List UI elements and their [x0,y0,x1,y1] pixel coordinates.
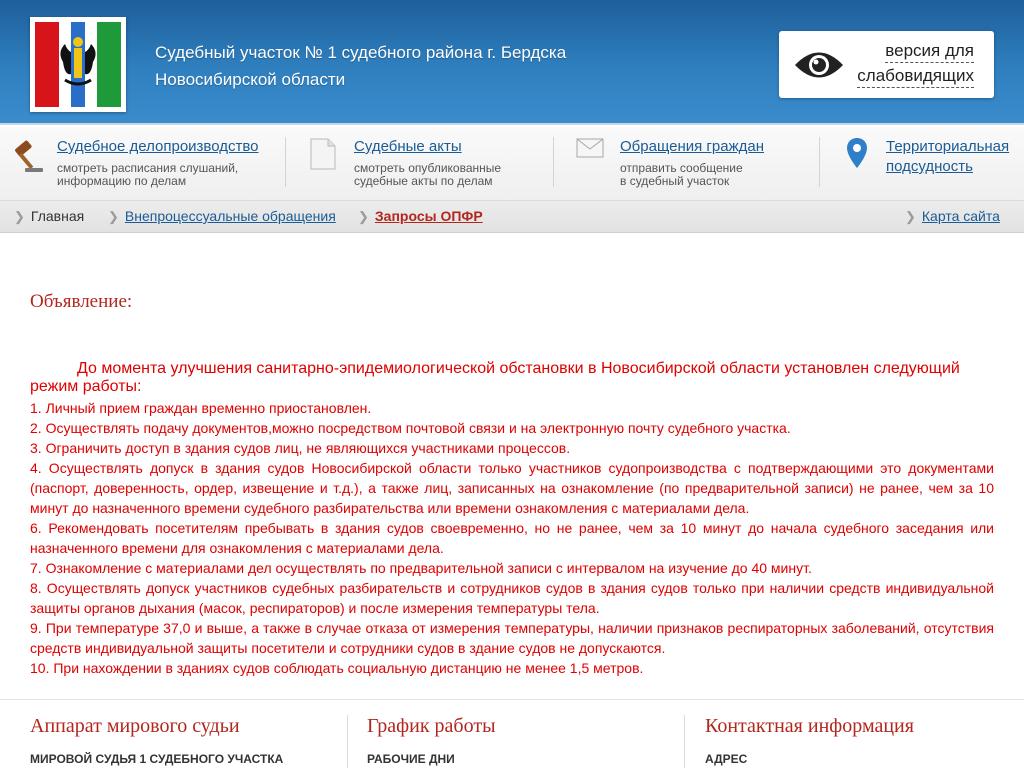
court-acts-desc-line1: смотреть опубликованные [354,161,502,175]
breadcrumb-section-link[interactable]: Внепроцессуальные обращения [124,208,336,224]
rule-item: 1. Личный прием граждан временно приостановлен. [30,400,372,416]
rule-item: 7. Ознакомление с материалами дел осуществлять по предварительной записи с интервалом на изучение до 40 минут. [30,560,812,576]
map-pin-icon [846,137,868,169]
document-icon [310,138,336,170]
rule-item: 2. Осуществлять подачу документов,можно посредством почтовой связи и на электронную почту судебного участка. [30,420,791,436]
footer-schedule-subtitle: РАБОЧИЕ ДНИ [367,752,455,766]
nav-item-jurisdiction[interactable] [820,127,1024,201]
announcement-heading: Объявление: [30,291,133,312]
citizen-appeals-link[interactable]: Обращения граждан [620,138,764,155]
sitemap-link[interactable]: Карта сайта [921,208,1000,224]
announcement-intro: До момента улучшения санитарно-эпидемиологической обстановки в Новосибирской области установлен следующий режим работы: [30,360,960,395]
nav-item-court-proceedings[interactable] [0,127,285,201]
rule-item: 4. Осуществлять допуск в здания судов Новосибирской области только участников судопроизводства с подтверждающими это документами (паспорт, доверенность, ордер, извещение и т.д.), а также лиц, записанных на ознакомление (по предварительной записи) не ранее, чем за 10 минут до назначенного времени судебного разбирательства или времени ознакомления с материалами дела. [30,460,994,516]
citizen-appeals-desc-line2: в судебный участок [620,174,730,188]
nav-item-court-acts[interactable] [286,127,553,201]
jurisdiction-link[interactable] [886,137,1009,177]
eye-icon [793,48,845,82]
nav-item-citizen-appeals[interactable] [554,127,819,201]
footer-contacts-subtitle: АДРЕС [705,752,748,766]
rule-item: 3. Ограничить доступ в здания судов лиц, не являющихся участниками процессов. [30,440,571,456]
footer-col-office [30,715,283,766]
rule-item: 6. Рекомендовать посетителям пребывать в здания судов своевременно, но не ранее, чем за 10 минут до начала судебного заседания или назначенного времени для ознакомления с материалами дела. [30,520,994,556]
breadcrumb-current[interactable] [358,208,483,225]
footer-contacts-title: Контактная информация [705,715,914,737]
court-proceedings-desc-line2: информацию по делам [57,174,187,188]
court-acts-desc [354,162,501,188]
chevron-right-icon: ❯ [358,209,369,224]
site-title-line2: Новосибирской области [155,70,346,89]
rule-item: 8. Осуществлять допуск участников судебных разбирательств и сотрудников судов в здания судов только при наличии средств индивидуальной защиты органов дыхания (масок, респираторов) и после измерения температуры тела. [30,580,994,616]
footer-divider [684,715,685,768]
rule-item: 10. При нахождении в зданиях судов соблюдать социальную дистанцию не менее 1,5 метров. [30,660,644,676]
breadcrumb-home-link[interactable]: Главная [30,208,85,224]
jurisdiction-link-line2: подсудность [886,158,973,175]
footer-col-contacts [705,715,914,766]
footer-office-title: Аппарат мирового судьи [30,715,240,737]
site-title-line1: Судебный участок № 1 судебного района г. Бердска [155,43,567,62]
breadcrumb-section[interactable] [108,208,336,225]
chevron-right-icon: ❯ [108,209,119,224]
court-acts-desc-line2: судебные акты по делам [354,174,493,188]
chevron-right-icon: ❯ [14,209,25,224]
court-proceedings-desc-line1: смотреть расписания слушаний, [57,161,239,175]
court-acts-link[interactable]: Судебные акты [354,138,462,155]
jurisdiction-link-line1: Территориальная [886,138,1010,155]
footer-col-schedule [367,715,496,766]
footer-schedule-title: График работы [367,715,496,737]
site-footer [0,699,1024,768]
low-vision-label-line2: слабовидящих [857,65,974,88]
envelope-icon [576,138,604,158]
citizen-appeals-desc-line1: отправить сообщение [620,161,743,175]
quick-nav [0,127,1024,201]
rules-list [30,398,994,678]
citizen-appeals-desc [620,162,743,188]
site-title[interactable] [155,39,715,93]
low-vision-version-button[interactable] [779,31,994,98]
gavel-icon [11,140,45,174]
court-proceedings-link[interactable]: Судебное делопроизводство [57,138,259,155]
region-coat-of-arms[interactable] [30,17,126,112]
chevron-right-icon: ❯ [905,209,916,224]
footer-office-subtitle: МИРОВОЙ СУДЬЯ 1 СУДЕБНОГО УЧАСТКА [30,752,284,766]
footer-divider [347,715,348,768]
coat-of-arms-icon [35,22,121,107]
breadcrumb [0,201,1024,233]
rule-item: 9. При температуре 37,0 и выше, а также в случае отказа от измерения температуры, наличии признаков респираторных заболеваний, отсутствия средств индивидуальной защиты посетители и сотрудники судов в здание судов не допускаются. [30,620,994,656]
breadcrumb-current-link[interactable]: Запросы ОПФР [374,208,483,224]
court-proceedings-desc [57,162,238,188]
breadcrumb-home[interactable] [14,208,84,225]
breadcrumb-sitemap[interactable] [905,208,1000,225]
site-header [0,0,1024,125]
low-vision-label-line1: версия для [885,40,974,63]
